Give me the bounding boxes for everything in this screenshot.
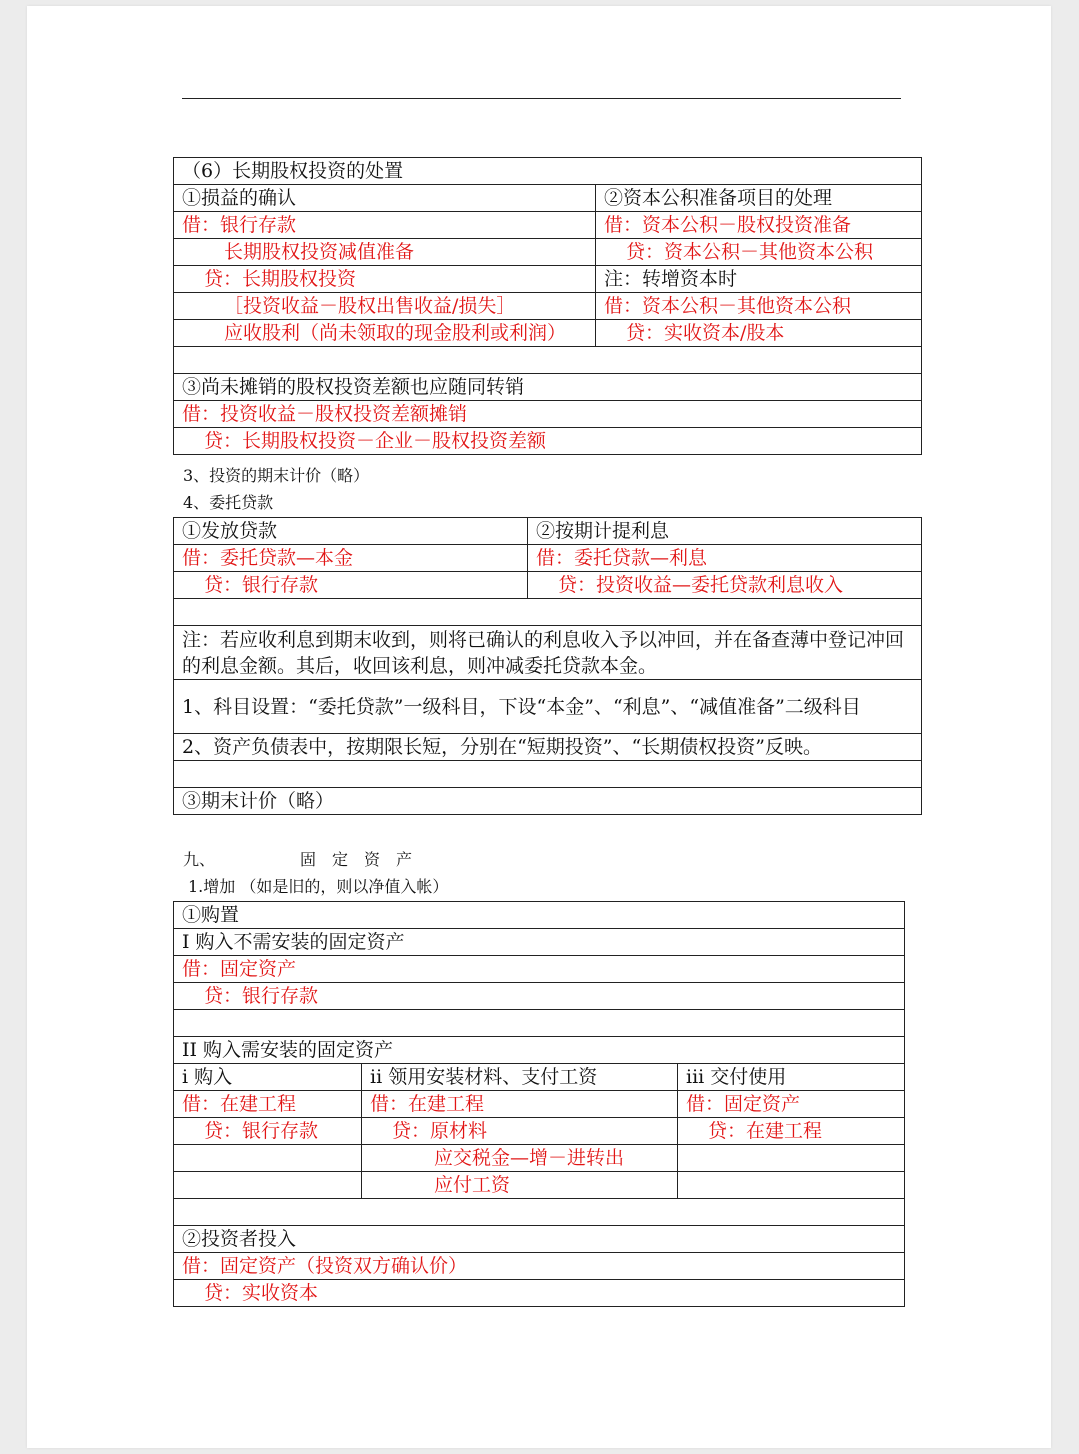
journal-line: 长期股权投资减值准备 bbox=[174, 239, 596, 266]
journal-line: 借：委托贷款—利息 bbox=[528, 545, 922, 572]
journal-line: 贷：在建工程 bbox=[678, 1118, 905, 1145]
balance-sheet-note: 2、资产负债表中，按期限长短，分别在“短期投资”、“长期债权投资”反映。 bbox=[174, 734, 922, 761]
period-end-valuation-note: ③期末计价（略） bbox=[174, 788, 922, 815]
capital-reserve-heading: ②资本公积准备项目的处理 bbox=[596, 185, 922, 212]
header-rule bbox=[182, 98, 901, 99]
note-line: 注：转增资本时 bbox=[596, 266, 922, 293]
journal-line: 贷：银行存款 bbox=[174, 572, 528, 599]
profit-loss-heading: ①损益的确认 bbox=[174, 185, 596, 212]
loan-note: 注：若应收利息到期末收到，则将已确认的利息收入予以冲回，并在备查薄中登记冲回的利息金额。其后，收回该利息，则冲减委托贷款本金。 bbox=[174, 626, 922, 680]
no-install-heading: I 购入不需安装的固定资产 bbox=[174, 929, 905, 956]
materials-col-heading: ii 领用安装材料、支付工资 bbox=[362, 1064, 678, 1091]
section-title: 固 定 资 产 bbox=[300, 850, 413, 869]
empty-row bbox=[174, 761, 922, 788]
entrusted-loan-table bbox=[173, 517, 922, 815]
heading-entrusted-loan: 4、委托贷款 bbox=[183, 493, 274, 512]
journal-line: 贷：实收资本/股本 bbox=[596, 320, 922, 347]
disposal-title: （6）长期股权投资的处置 bbox=[174, 158, 922, 185]
heading-period-end-valuation: 3、投资的期末计价（略） bbox=[183, 466, 370, 485]
journal-line: 应交税金—增－进转出 bbox=[362, 1145, 678, 1172]
section-number: 九、 bbox=[183, 850, 216, 869]
journal-line: 贷：实收资本 bbox=[174, 1280, 905, 1307]
journal-line: 应付工资 bbox=[362, 1172, 678, 1199]
journal-line: 借：银行存款 bbox=[174, 212, 596, 239]
journal-line: 应收股利（尚未领取的现金股利或利润） bbox=[174, 320, 596, 347]
purchase-col-heading: i 购入 bbox=[174, 1064, 362, 1091]
investor-heading: ②投资者投入 bbox=[174, 1226, 905, 1253]
empty-cell bbox=[174, 1172, 362, 1199]
journal-line: 贷：长期股权投资 bbox=[174, 266, 596, 293]
install-heading: II 购入需安装的固定资产 bbox=[174, 1037, 905, 1064]
journal-line: 贷：银行存款 bbox=[174, 983, 905, 1010]
journal-line: 借：固定资产（投资双方确认价） bbox=[174, 1253, 905, 1280]
section-subtitle: 1.增加 （如是旧的，则以净值入帐） bbox=[188, 877, 449, 896]
journal-line: 贷：投资收益—委托贷款利息收入 bbox=[528, 572, 922, 599]
journal-line: 借：资本公积－其他资本公积 bbox=[596, 293, 922, 320]
empty-row bbox=[174, 347, 922, 374]
fixed-assets-table bbox=[173, 901, 905, 1307]
purchase-heading: ①购置 bbox=[174, 902, 905, 929]
empty-row bbox=[174, 1010, 905, 1037]
journal-line: 贷：资本公积－其他资本公积 bbox=[596, 239, 922, 266]
loan-issue-heading: ①发放贷款 bbox=[174, 518, 528, 545]
journal-line: ［投资收益－股权出售收益/损失］ bbox=[174, 293, 596, 320]
disposal-table bbox=[173, 157, 922, 455]
journal-line: 借：在建工程 bbox=[362, 1091, 678, 1118]
empty-cell bbox=[174, 1145, 362, 1172]
journal-line: 贷：原材料 bbox=[362, 1118, 678, 1145]
journal-line: 借：投资收益－股权投资差额摊销 bbox=[174, 401, 922, 428]
account-setup-note: 1、科目设置：“委托贷款”一级科目，下设“本金”、“利息”、“减值准备”二级科目 bbox=[174, 680, 922, 734]
empty-cell bbox=[678, 1145, 905, 1172]
difference-writeoff-heading: ③尚未摊销的股权投资差额也应随同转销 bbox=[174, 374, 922, 401]
empty-row bbox=[174, 1199, 905, 1226]
journal-line: 贷：银行存款 bbox=[174, 1118, 362, 1145]
journal-line: 借：固定资产 bbox=[678, 1091, 905, 1118]
journal-line: 借：在建工程 bbox=[174, 1091, 362, 1118]
delivery-col-heading: iii 交付使用 bbox=[678, 1064, 905, 1091]
empty-row bbox=[174, 599, 922, 626]
journal-line: 借：委托贷款—本金 bbox=[174, 545, 528, 572]
journal-line: 借：资本公积－股权投资准备 bbox=[596, 212, 922, 239]
journal-line: 借：固定资产 bbox=[174, 956, 905, 983]
interest-accrual-heading: ②按期计提利息 bbox=[528, 518, 922, 545]
journal-line: 贷：长期股权投资－企业－股权投资差额 bbox=[174, 428, 922, 455]
empty-cell bbox=[678, 1172, 905, 1199]
